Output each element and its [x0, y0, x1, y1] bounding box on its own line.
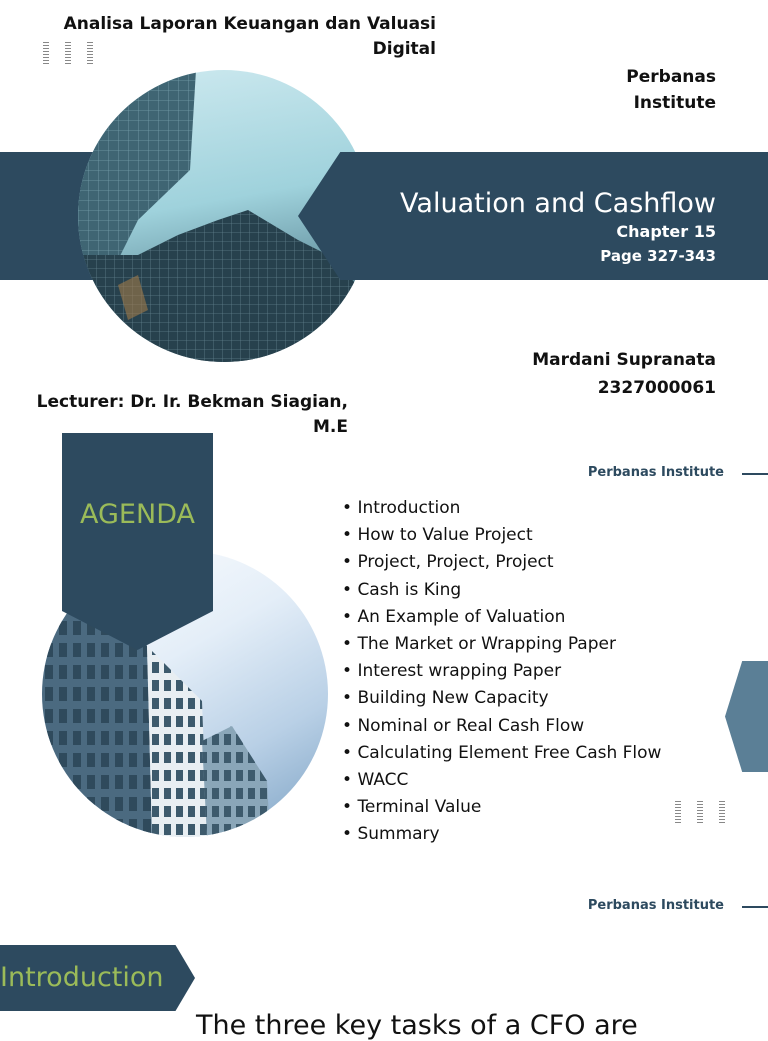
decorative-line	[65, 42, 71, 64]
agenda-item: • Interest wrapping Paper	[342, 658, 661, 685]
author-id: 2327000061	[597, 378, 716, 398]
page-range: Page 327-343	[600, 247, 716, 265]
lecturer-name: Lecturer: Dr. Ir. Bekman Siagian, M.E	[36, 392, 348, 437]
side-arrow-shape	[725, 661, 768, 772]
institute-name: Perbanas Institute	[626, 67, 716, 113]
agenda-list	[342, 495, 661, 849]
agenda-banner	[62, 433, 213, 650]
agenda-item: • Terminal Value	[342, 794, 661, 821]
agenda-item: • Project, Project, Project	[342, 549, 661, 576]
agenda-item: • Introduction	[342, 495, 661, 522]
course-title: Analisa Laporan Keuangan dan Valuasi Digital	[63, 14, 436, 59]
agenda-item: • Summary	[342, 821, 661, 848]
decorative-lines-agenda	[675, 801, 725, 823]
decorative-line	[675, 801, 681, 823]
decorative-line	[719, 801, 725, 823]
introduction-body-text: The three key tasks of a CFO are	[196, 1010, 638, 1041]
footer-rule	[742, 906, 768, 908]
agenda-item: • The Market or Wrapping Paper	[342, 631, 661, 658]
footer-rule	[742, 473, 768, 475]
agenda-item: • Nominal or Real Cash Flow	[342, 713, 661, 740]
slide-footer: Perbanas Institute	[587, 465, 724, 480]
decorative-line	[87, 42, 93, 64]
presentation-title: Valuation and Cashflow	[400, 188, 716, 219]
decorative-line	[43, 42, 49, 64]
agenda-item: • Cash is King	[342, 577, 661, 604]
decorative-line	[697, 801, 703, 823]
slide-footer: Perbanas Institute	[587, 898, 724, 913]
agenda-item: • WACC	[342, 767, 661, 794]
agenda-item: • Calculating Element Free Cash Flow	[342, 740, 661, 767]
chapter-label: Chapter 15	[616, 222, 716, 241]
author-block	[532, 346, 716, 402]
introduction-title: Introduction	[0, 962, 164, 993]
decorative-lines-top	[43, 42, 93, 64]
agenda-item: • Building New Capacity	[342, 685, 661, 712]
author-name: Mardani Supranata	[532, 350, 716, 370]
agenda-title: AGENDA	[80, 499, 195, 530]
agenda-item: • How to Value Project	[342, 522, 661, 549]
agenda-item: • An Example of Valuation	[342, 604, 661, 631]
